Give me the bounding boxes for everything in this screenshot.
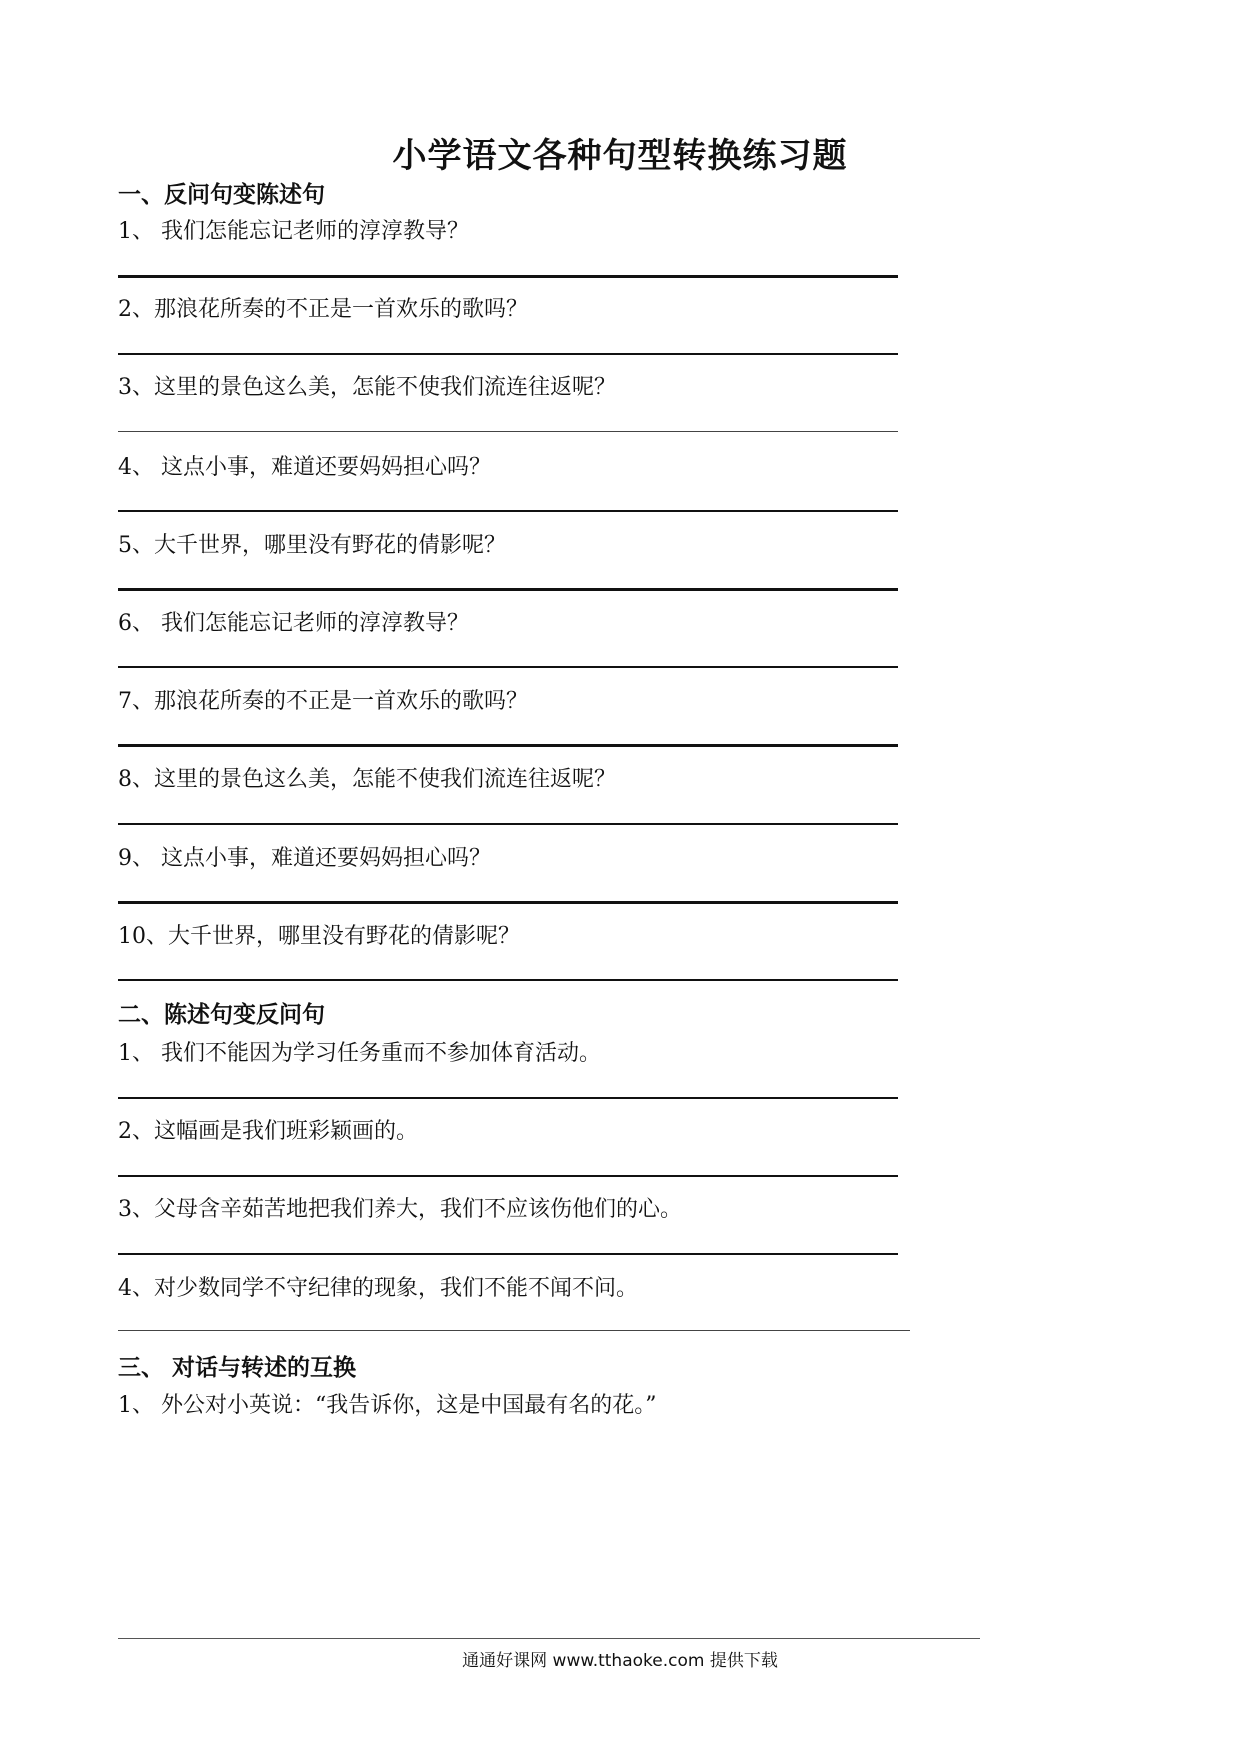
question-2-3: 3、父母含辛茹苦地把我们养大，我们不应该伤他们的心。 xyxy=(118,1197,682,1222)
question-2-1: 1、 我们不能因为学习任务重而不参加体育活动。 xyxy=(118,1041,601,1066)
question-1-3: 3、这里的景色这么美，怎能不使我们流连往返呢？ xyxy=(118,375,616,400)
question-2-4: 4、对少数同学不守纪律的现象，我们不能不闻不问。 xyxy=(118,1276,638,1301)
page-title: 小学语文各种句型转换练习题 xyxy=(392,136,848,176)
question-1-6: 6、 我们怎能忘记老师的淳淳教导？ xyxy=(118,611,469,636)
answer-line-1-3[interactable] xyxy=(118,431,898,432)
question-1-4: 4、 这点小事，难道还要妈妈担心吗？ xyxy=(118,455,491,480)
question-1-9: 9、 这点小事，难道还要妈妈担心吗？ xyxy=(118,846,491,871)
question-3-1: 1、 外公对小英说：“我告诉你，这是中国最有名的花。” xyxy=(118,1393,657,1418)
question-1-2: 2、那浪花所奏的不正是一首欢乐的歌吗？ xyxy=(118,297,528,322)
section-heading-1: 一、反问句变陈述句 xyxy=(118,182,325,208)
answer-line-2-2[interactable] xyxy=(118,1175,898,1177)
answer-line-1-1[interactable] xyxy=(118,275,898,278)
answer-line-1-9[interactable] xyxy=(118,901,898,904)
answer-line-1-6[interactable] xyxy=(118,666,898,668)
question-1-10: 10、大千世界，哪里没有野花的倩影呢？ xyxy=(118,924,520,949)
answer-line-1-5[interactable] xyxy=(118,588,898,591)
answer-line-1-7[interactable] xyxy=(118,744,898,747)
answer-line-1-10[interactable] xyxy=(118,979,898,981)
answer-line-2-4[interactable] xyxy=(118,1330,910,1331)
footer-divider xyxy=(118,1638,980,1639)
question-1-5: 5、大千世界，哪里没有野花的倩影呢？ xyxy=(118,533,506,558)
question-2-2: 2、这幅画是我们班彩颖画的。 xyxy=(118,1119,418,1144)
question-1-1: 1、 我们怎能忘记老师的淳淳教导？ xyxy=(118,219,469,244)
question-1-7: 7、那浪花所奏的不正是一首欢乐的歌吗？ xyxy=(118,689,528,714)
answer-line-2-3[interactable] xyxy=(118,1253,898,1255)
question-1-8: 8、这里的景色这么美，怎能不使我们流连往返呢？ xyxy=(118,767,616,792)
answer-line-1-8[interactable] xyxy=(118,823,898,825)
footer-credit: 通通好课网 www.tthaoke.com 提供下载 xyxy=(462,1651,778,1671)
answer-line-1-2[interactable] xyxy=(118,353,898,355)
section-heading-3: 三、 对话与转述的互换 xyxy=(118,1355,357,1381)
section-heading-2: 二、陈述句变反问句 xyxy=(118,1002,325,1028)
answer-line-1-4[interactable] xyxy=(118,510,898,512)
answer-line-2-1[interactable] xyxy=(118,1097,898,1099)
